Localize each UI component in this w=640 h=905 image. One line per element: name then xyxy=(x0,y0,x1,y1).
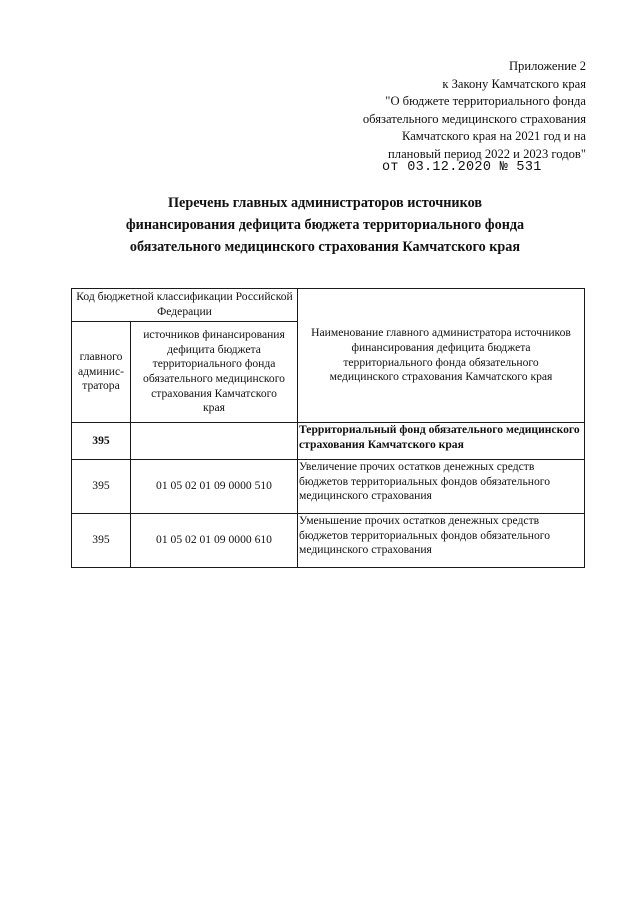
cell-name: Увеличение прочих остатков денежных средств бюджетов территориальных фондов обязательного медицинского страхования xyxy=(298,460,585,514)
header-budget-classification: Код бюджетной классификации Российской Федерации xyxy=(72,289,298,322)
table-row xyxy=(72,423,585,460)
cell-admin-code: 395 xyxy=(72,514,131,568)
appendix-line: Камчатского края на 2021 год и на xyxy=(401,129,586,144)
cell-name: Территориальный фонд обязательного медицинского страхования Камчатского края xyxy=(298,423,585,460)
header-administrator-name: Наименование главного администратора источников финансирования дефицита бюджета территориального фонда обязательного медицинского страхования Камчатского края xyxy=(298,289,585,423)
document-title xyxy=(70,192,580,258)
cell-source-code: 01 05 02 01 09 0000 610 xyxy=(131,514,298,568)
header-admin-code: главного админис-тратора xyxy=(72,322,131,423)
title-line: финансирования дефицита бюджета территориального фонда xyxy=(125,217,525,233)
cell-admin-code: 395 xyxy=(72,423,131,460)
administrators-table xyxy=(71,288,585,568)
appendix-line: плановый период 2022 и 2023 годов" xyxy=(388,146,586,161)
cell-admin-code: 395 xyxy=(72,460,131,514)
title-line: обязательного медицинского страхования Камчатского края xyxy=(129,239,521,255)
table-row xyxy=(72,514,585,568)
appendix-block xyxy=(286,58,586,164)
appendix-line: Приложение 2 xyxy=(508,59,586,73)
decree-reference: от 03.12.2020 № 531 xyxy=(382,160,542,175)
appendix-line: к Закону Камчатского края xyxy=(442,76,586,91)
cell-name: Уменьшение прочих остатков денежных средств бюджетов территориальных фондов обязательного медицинского страхования xyxy=(298,514,585,568)
header-source-code: источников финансирования дефицита бюджета территориального фонда обязательного медицинского страхования Камчатского края xyxy=(131,322,298,423)
appendix-line: "О бюджете территориального фонда xyxy=(385,94,586,109)
table-row xyxy=(72,460,585,514)
cell-source-code: 01 05 02 01 09 0000 510 xyxy=(131,460,298,514)
appendix-line: обязательного медицинского страхования xyxy=(362,111,586,126)
table-header-row xyxy=(72,289,585,322)
title-line: Перечень главных администраторов источников xyxy=(168,195,482,211)
cell-source-code xyxy=(131,423,298,460)
